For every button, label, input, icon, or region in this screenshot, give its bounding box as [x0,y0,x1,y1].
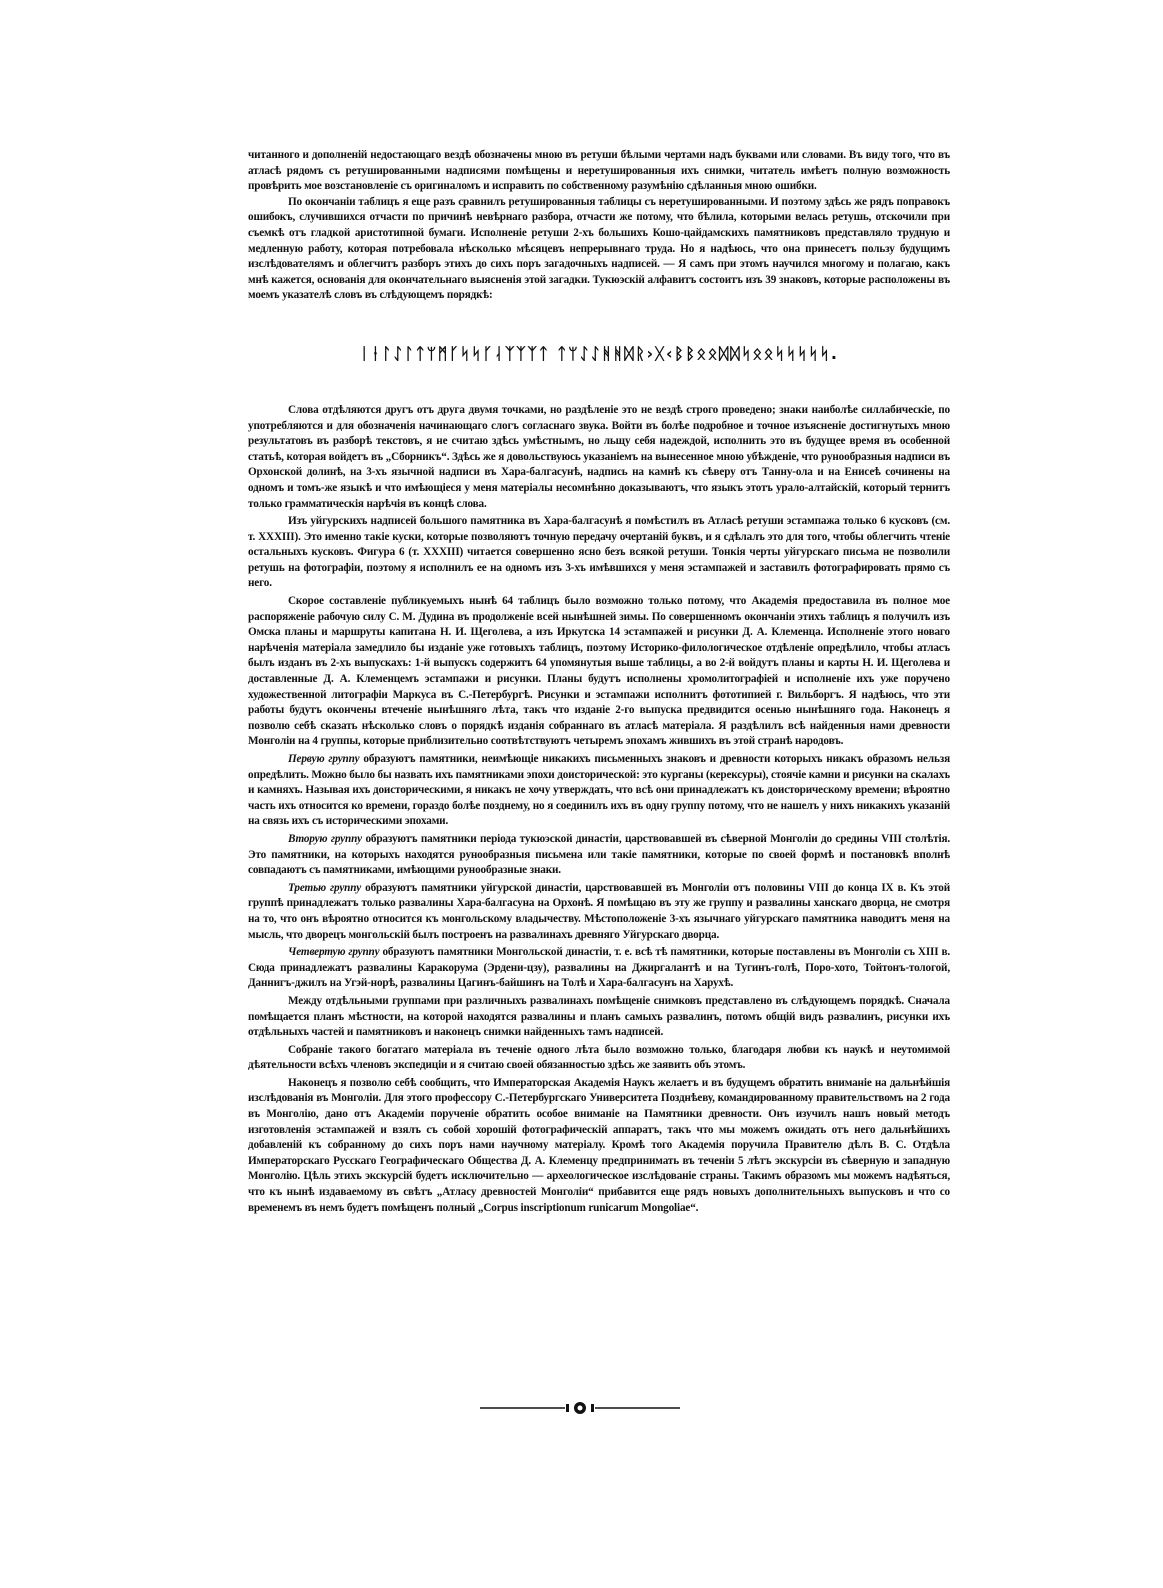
body-paragraph-3: Скорое составленіе публикуемыхъ нынѣ 64 таблицъ было возможно только потому, что Академія предоставила въ полное мое распоряженіе рабочую силу С. М. Дудина въ продолженіе всей нынѣшней зимы. По совершенномъ окончаніи этихъ таблицъ я получилъ изъ Омска планы и маршруты капитана Н. И. Щеголева, а изъ Иркутска 14 эстампажей и рисунки Д. А. Клеменца. Исполненіе этого новаго нарѣченія матеріала замедлило бы изданіе уже готовыхъ таблицъ, поэтому Историко-филологическое отдѣленіе опредѣлило, чтобы атласъ былъ изданъ въ 2-хъ выпускахъ: 1-й выпускъ содержитъ 64 упомянутыя выше таблицы, а во 2-й войдутъ планы и карты Н. И. Щеголева и доставленные Д. А. Клеменцемъ эстампажи и рисунки. Планы будутъ исполнены хромолитографіей и исполненіе ихъ уже поручено художественной литографіи Маркуса въ С.-Петербургѣ. Рисунки и эстампажи исполнитъ фототипией г. Вильборгъ. Я надѣюсь, что эти работы будутъ окончены втеченіе нынѣшняго лѣта, такъ что изданіе 2-го выпуска предвидится осенью нынѣшняго года. Наконецъ я позволю себѣ сказать нѣсколько словъ о порядкѣ изданія собраннаго въ атласѣ матеріала. Я раздѣлилъ всѣ найденныя нами древности Монголіи на 4 группы, которые приблизительно соотвѣтствуютъ четыремъ эпохамъ жившихъ въ этой странѣ народовъ. [248,595,950,748]
body-section [248,403,950,1216]
group-2-lead: Вторую группу [288,832,362,845]
rune-alphabet: ᛁᚽᛚᛇᛚᛏᛘᛗᚴᛋᛋᚴᛆᛉᛉᛉᛏ ᛏᛘᛇᛇᚻᚻᛞᚱ›ᚷ‹ᛒᛒᛟᛟᛞᛞᛋᛟᛟᛋᛋᛋᛋᛋ. [359,343,839,363]
group-2-text: образуютъ памятники періода тукюэской династіи, царствовавшей въ сѣверной Монголіи до средины VIII столѣтія. Это памятники, на которыхъ находятся рунообразныя письмена или такіе памятники, которые по своей формѣ и постановкѣ вполнѣ совпадаютъ съ памятниками, имѣющими рунообразные знаки. [248,832,951,877]
group-4-text: образуютъ памятники Монгольской династіи, т. е. всѣ тѣ памятники, которые поставлены въ Монголіи съ XIII в. Сюда принадлежатъ развалины Каракорума (Эрдени-цзу), развалины на Джиргалантѣ и на Тугинъ-голѣ, Поро-хото, Тойтонъ-тологой, Даннигъ-джилъ на Угэй-норѣ, развалины Цагинъ-байшинъ на Толѣ и Хара-балгасунъ на Харухѣ. [248,946,950,990]
intro-paragraph-1: читанного и дополненій недостающаго вездѣ обозначены мною въ ретуши бѣлыми чертами надъ буквами или словами. Въ виду того, что въ атласѣ рядомъ съ ретушированными надписями помѣщены и неретушированныя ихъ снимки, читатель имѣетъ полную возможность провѣрить мое возстановленіе съ оригиналомъ и исправить по собственному разумѣнію сдѣланныя мною ошибки. [248,149,950,193]
body-paragraph-5 [248,832,950,879]
body-paragraph-8: Между отдѣльными группами при различныхъ развалинахъ помѣщеніе снимковъ представлено въ слѣдующемъ порядкѣ. Сначала помѣщается планъ мѣстности, на которой находятся развалины и планъ самыхъ развалинъ, потомъ общій видъ развалинъ, рисунки ихъ отдѣльныхъ частей и памятниковъ и наконецъ снимки найденныхъ тамъ надписей. [248,994,950,1039]
intro-section [248,148,950,304]
ornament-bar-left [566,1404,569,1412]
ornament-center-hole [578,1406,583,1411]
group-1-text: образуютъ памятники, неимѣющіе никакихъ письменныхъ знаковъ и древности которыхъ никакъ образомъ нельзя опредѣлить. Можно было бы назвать ихъ памятниками эпохи доисторической: это курганы (керексуры), стоячіе камни и рисунки на скалахъ и камняхъ. Называя ихъ доисторическими, я никакъ не хочу утверждать, что всѣ они принадлежатъ къ доисторическому времени; вѣроятно часть ихъ относится ко времени, гораздо болѣе позднему, но я соединилъ ихъ въ одну группу потому, что не нашелъ у нихъ никакихъ указаній на связь ихъ съ историческими эпохами. [248,753,950,828]
ornament-bar-right [591,1404,594,1412]
group-3-text: образуютъ памятники уйгурской династіи, царствовавшей въ Монголіи отъ половины VIII до конца IX в. Къ этой группѣ принадлежатъ только развалины Хара-балгасуна на Орхонѣ. Я помѣщаю въ эту же группу и развалины ханскаго дворца, не смотря на то, что онъ вѣроятно относится къ монгольскому владычеству. Мѣстоположеніе 3-хъ язычнаго уйгурскаго памятника наводитъ меня на мысль, что дворецъ монгольскій былъ построенъ на развалинахъ древняго Уйгурскаго дворца. [248,881,951,941]
intro-paragraph-2: По окончаніи таблицъ я еще разъ сравнилъ ретушированныя таблицы съ неретушированными. И поэтому здѣсь же рядъ поправокъ ошибокъ, случившихся отчасти по причинѣ невѣрнаго разбора, отчасти же потому, что бѣлила, которыми велась ретушь, отскочили при съемкѣ отъ гладкой аристотипной бумаги. Исполненіе ретуши 2-хъ большихъ Кошо-цайдамскихъ памятниковъ представляло трудную и медленную работу, которая потребовала нѣсколько мѣсяцевъ непрерывнаго труда. Но я надѣюсь, что она принесетъ пользу будущимъ изслѣдователямъ и облегчитъ разборъ этихъ до сихъ поръ загадочныхъ надписей. — Я самъ при этомъ научился многому и полагаю, какъ мнѣ кажется, основанія для окончательнаго выясненія этой загадки. Тукюэскій алфавитъ состоитъ изъ 39 знаковъ, которые расположены въ моемъ указателѣ словъ въ слѣдующемъ порядкѣ: [248,195,950,302]
body-paragraph-2: Изъ уйгурскихъ надписей большого памятника въ Хара-балгасунѣ я помѣстилъ въ Атласѣ ретуши эстампажа только 6 кусковъ (см. т. XXXIII). Это именно такіе куски, которые позволяютъ точную передачу очертаній буквъ, и я сдѣлалъ это для того, чтобы облегчить чтеніе остальныхъ кусковъ. Фигура 6 (т. XXXIII) читается совершенно ясно безъ всякой ретуши. Тонкія черты уйгурскаго письма не позволили ретушь на фотографіи, поэтому я исполнилъ ее на одномъ изъ 3-хъ имѣвшихся у меня эстампажей и заставилъ фотографировать прямо съ него. [248,515,950,590]
group-1-lead: Первую группу [288,753,360,765]
body-paragraph-10: Наконецъ я позволю себѣ сообщить, что Императорская Академія Наукъ желаетъ и въ будущемъ обратить вниманіе на дальнѣйшія изслѣдованія въ Монголіи. Для этого профессору С.-Петербургскаго Университета Позднѣеву, командированному правительствомъ на 2 года въ Монголію, дано отъ Академіи порученіе обратить особое вниманіе на Памятники древности. Онъ изучилъ нашъ новый методъ изготовленія эстампажей и взялъ съ собой хорошій фотографическій аппаратъ, такъ что мы можемъ ожидать отъ него дальнѣйшихъ добавленій къ собранному до сихъ поръ нами научному матеріалу. Кромѣ того Академія поручила Правителю дѣлъ В. С. Отдѣла Императорскаго Русскаго Географическаго Общества Д. А. Клеменцу предпринимать въ теченіи 5 лѣтъ экскурсіи въ сѣверную и западную Монголію. Цѣль этихъ экскурсій будетъ исключительно — археологическое изслѣдованіе страны. Такимъ образомъ мы можемъ надѣяться, что къ нынѣ издаваемому въ свѣтъ „Атласу древностей Монголіи“ прибавится еще рядъ новыхъ дополнительныхъ выпусковъ и что со временемъ въ немъ будетъ помѣщенъ полный „Corpus inscriptionum runicarum Mongoliae“. [248,1076,950,1214]
body-paragraph-1: Слова отдѣляются другъ отъ друга двумя точками, но раздѣленіе это не вездѣ строго проведено; знаки наиболѣе силлабическіе, по употребляются и для обозначенія начинающаго слогъ согласнаго звука. Войти въ болѣе подробное и точное изъясненіе достигнутыхъ мною результатовъ въ разборѣ текстовъ, я не считаю здѣсь умѣстнымъ, но льщу себя надеждой, исполнить это въ будущее время въ особенной статьѣ, которая войдетъ въ „Сборникъ“. Здѣсь же я довольствуюсь указаніемъ на вынесенное мною убѣжденіе, что рунообразныя надписи въ Орхонской долинѣ, на 3-хъ язычной надписи въ Хара-балгасунѣ, надпись на камнѣ къ сѣверу отъ Танну-ола и на Енисеѣ сочинены на одномъ и томъ-же языкѣ и что имѣющіеся у меня матеріалы несомнѣнно доказываютъ, что языкъ этотъ урало-алтайскій, который тернитъ только грамматическія нарѣчія въ концѣ слова. [248,403,950,510]
body-paragraph-6 [248,881,950,943]
end-ornament [480,1400,680,1416]
body-paragraph-7 [248,945,950,992]
document-page [248,148,950,1216]
group-4-lead: Четвертую группу [288,946,380,959]
body-paragraph-4 [248,752,950,830]
group-3-lead: Третью группу [288,881,362,894]
body-paragraph-9: Собраніе такого богатаго матеріала въ теченіе одного лѣта было возможно только, благодаря любви къ наукѣ и неутомимой дѣятельности всѣхъ членовъ экспедиціи и я считаю своей обязанностью здѣсь же заявить объ этомъ. [248,1043,950,1072]
